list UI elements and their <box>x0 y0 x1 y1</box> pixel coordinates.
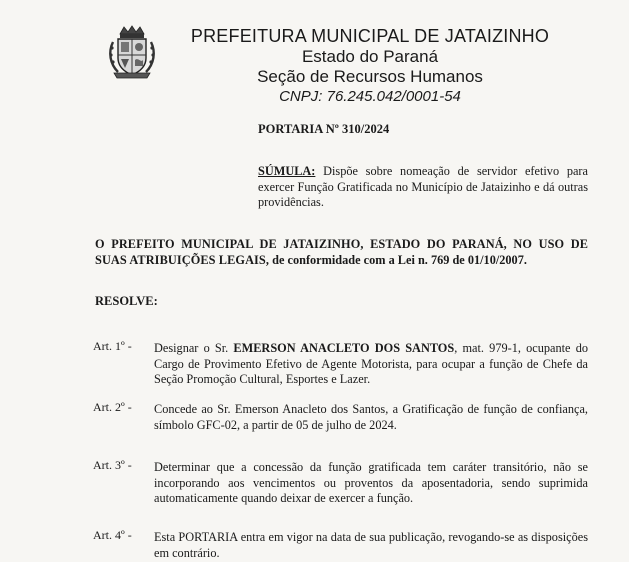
article-number: Art. 3º - <box>93 458 132 472</box>
header-title: PREFEITURA MUNICIPAL DE JATAIZINHO <box>190 26 550 46</box>
header-state: Estado do Paraná <box>301 47 439 66</box>
sumula-text: Dispõe sobre nomeação de servidor efetivo para exercer Função Gratificada no Município de Jataizinho e dá outras providências. <box>258 164 588 209</box>
sumula-paragraph <box>258 164 588 211</box>
employee-name: EMERSON ANACLETO DOS SANTOS <box>233 341 455 355</box>
article-number: Art. 1º - <box>93 339 132 353</box>
preamble-caps: O PREFEITO MUNICIPAL DE JATAIZINHO, ESTADO DO PARANÁ, NO USO DE SUAS ATRIBUIÇÕES LEGAIS, <box>95 237 588 267</box>
header-cnpj: CNPJ: 76.245.042/0001-54 <box>279 88 461 105</box>
article-text-pre: Designar o Sr. <box>154 341 234 355</box>
article-text: Esta PORTARIA entra em vigor na data de sua publicação, revogando-se as disposições em contrário. <box>154 530 588 560</box>
document-title: PORTARIA Nº 310/2024 <box>258 122 390 136</box>
article-text: Concede ao Sr. Emerson Anacleto dos Santos, a Gratificação de função de confiança, símbolo GFC-02, a partir de 05 de julho de 2024. <box>154 402 588 432</box>
article-number: Art. 4º - <box>93 528 132 542</box>
municipal-coat-of-arms-icon <box>104 24 160 80</box>
preamble-rest: de conformidade com a Lei n. 769 de 01/10/2007. <box>269 252 527 267</box>
article-text <box>154 341 588 388</box>
header-department: Seção de Recursos Humanos <box>257 67 483 86</box>
sumula-label: SÚMULA: <box>258 164 316 178</box>
article-text: Determinar que a concessão da função gratificada tem caráter transitório, não se incorporando aos vencimentos ou proventos da aposentadoria, sendo suprimida automaticamente quando deixar de exercer a função. <box>154 460 588 506</box>
resolve-heading: RESOLVE: <box>95 294 158 308</box>
preamble-paragraph <box>95 237 588 268</box>
article-number: Art. 2º - <box>93 400 132 414</box>
article-text-post: , mat. 979-1, ocupante do Cargo de Provimento Efetivo de Agente Motorista, para ocupar a função de Chefe da Seção Promoção Cultural, Esportes e Lazer. <box>154 341 588 387</box>
